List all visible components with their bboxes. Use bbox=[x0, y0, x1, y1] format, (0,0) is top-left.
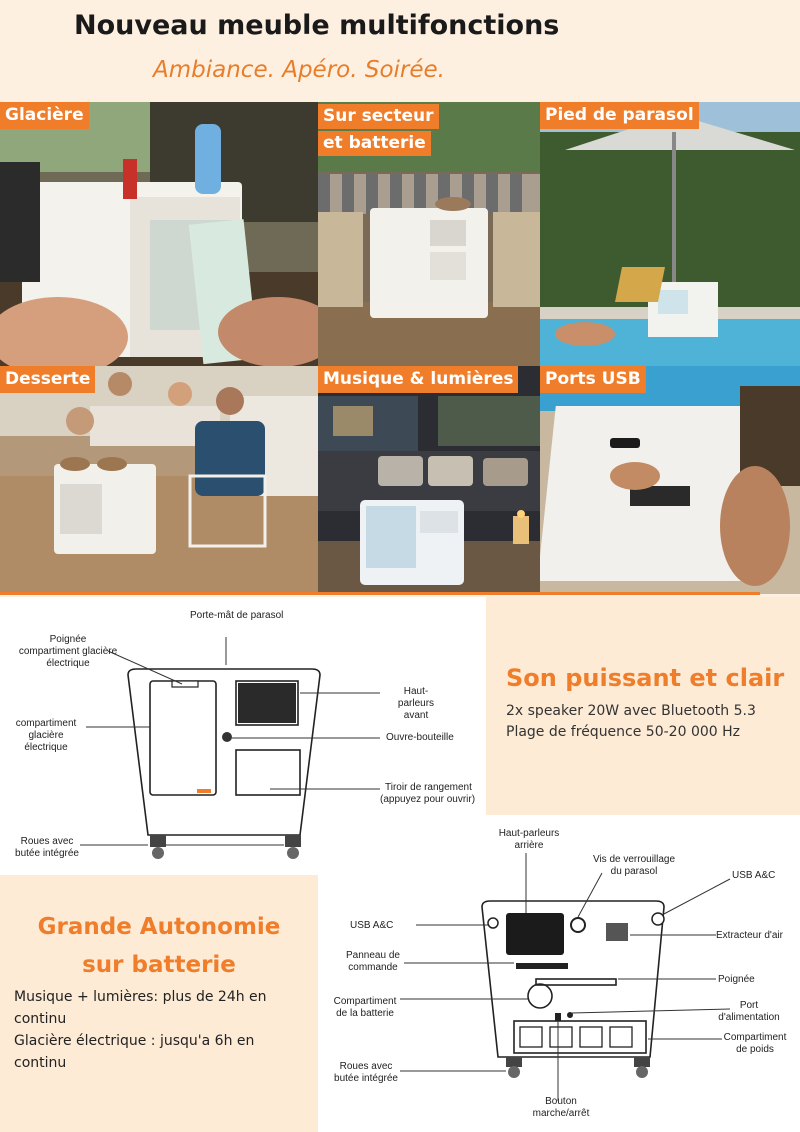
label-poignee-glaciere: Poignée compartiment glacière électrique bbox=[18, 634, 118, 669]
usb-photo bbox=[540, 366, 800, 594]
tile-label-musique: Musique & lumières bbox=[318, 366, 518, 393]
parasol-photo bbox=[540, 102, 800, 366]
label-tiroir-note: (appuyez pour ouvrir) bbox=[380, 794, 476, 805]
label-hp-avant: Haut-parleurs avant bbox=[397, 686, 435, 721]
label-extracteur: Extracteur d'air bbox=[716, 930, 783, 941]
label-bouton: Bouton marche/arrêt bbox=[532, 1096, 590, 1119]
label-tiroir: Tiroir de rangement bbox=[385, 782, 472, 793]
label-usb-right: USB A&C bbox=[732, 870, 776, 881]
label-roues-front: Roues avec butée intégrée bbox=[15, 836, 79, 859]
label-panneau: Panneau de commande bbox=[346, 950, 400, 973]
tile-glaciere bbox=[0, 102, 318, 366]
sound-title: Son puissant et clair bbox=[506, 664, 785, 692]
label-poignee: Poignée bbox=[718, 974, 755, 985]
label-ouvre-bouteille: Ouvre-bouteille bbox=[386, 732, 454, 743]
battery-title-2: sur batterie bbox=[82, 952, 236, 978]
tile-parasol bbox=[540, 102, 800, 366]
header bbox=[0, 0, 800, 102]
photo-grid bbox=[0, 102, 800, 594]
battery-title-1: Grande Autonomie bbox=[37, 914, 281, 940]
label-usb-left: USB A&C bbox=[350, 920, 394, 931]
label-compartiment-glaciere: compartiment glacière électrique bbox=[15, 718, 77, 753]
battery-text-2: Glacière électrique : jusqu'a 6h en continu bbox=[14, 1033, 255, 1071]
tile-label-parasol: Pied de parasol bbox=[540, 102, 699, 129]
tile-desserte bbox=[0, 366, 318, 594]
battery-text-1: Musique + lumières: plus de 24h en continu bbox=[14, 989, 267, 1027]
label-vis-parasol: Vis de verrouillage du parasol bbox=[592, 854, 676, 877]
label-roues-rear: Roues avec butée intégrée bbox=[334, 1061, 398, 1084]
label-compartiment-batterie: Compartiment de la batterie bbox=[333, 996, 397, 1019]
tile-label-glaciere: Glacière bbox=[0, 102, 89, 129]
glaciere-photo bbox=[0, 102, 318, 366]
label-porte-mat: Porte-mât de parasol bbox=[190, 610, 284, 621]
label-compartiment-poids: Compartiment de poids bbox=[723, 1032, 787, 1055]
tile-label-secteur-2: et batterie bbox=[318, 131, 431, 156]
tile-musique bbox=[318, 366, 540, 594]
tile-label-desserte: Desserte bbox=[0, 366, 95, 393]
sound-line-1: 2x speaker 20W avec Bluetooth 5.3 bbox=[506, 703, 756, 719]
tile-secteur bbox=[318, 102, 540, 366]
desserte-photo bbox=[0, 366, 318, 594]
page-subtitle: Ambiance. Apéro. Soirée. bbox=[153, 57, 445, 83]
label-hp-arriere: Haut-parleurs arrière bbox=[498, 828, 560, 851]
tile-label-usb: Ports USB bbox=[540, 366, 646, 393]
tile-label-secteur-1: Sur secteur bbox=[318, 104, 439, 129]
sound-line-2: Plage de fréquence 50-20 000 Hz bbox=[506, 724, 740, 740]
tile-usb bbox=[540, 366, 800, 594]
separator-line bbox=[0, 592, 760, 595]
label-port-alim: Port d'alimentation bbox=[718, 1000, 780, 1023]
musique-photo bbox=[318, 366, 540, 594]
page-title: Nouveau meuble multifonctions bbox=[74, 10, 560, 41]
